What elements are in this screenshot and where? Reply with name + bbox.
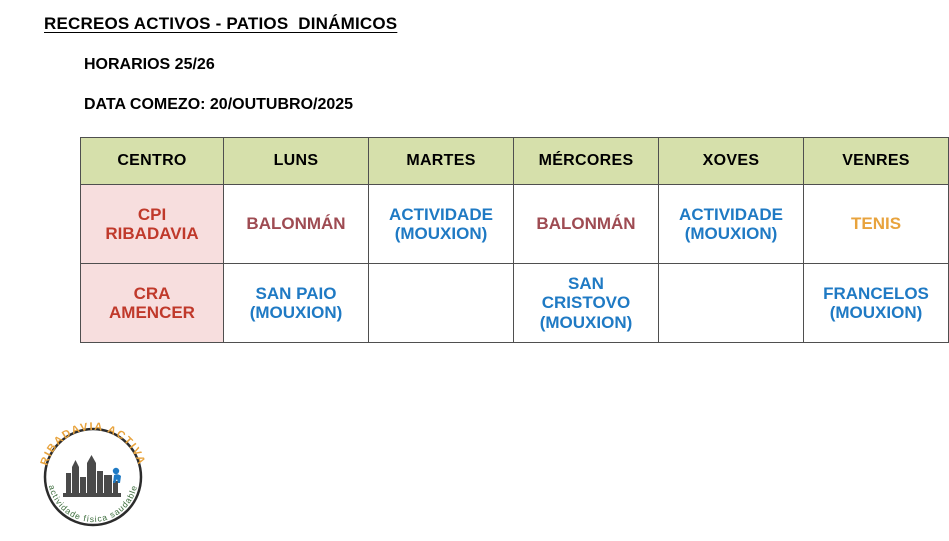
activity-cpi-venres: TENIS	[804, 185, 949, 264]
activity-cra-luns: SAN PAIO (MOUXION)	[224, 264, 369, 343]
table-row	[81, 264, 949, 343]
activity-cra-mercores: SAN CRISTOVO (MOUXION)	[514, 264, 659, 343]
table-header-row	[81, 138, 949, 185]
schedule-table	[80, 137, 949, 343]
svg-text:RIBADAVIA ACTIVA: RIBADAVIA ACTIVA	[38, 420, 148, 467]
activity-cpi-luns: BALONMÁN	[224, 185, 369, 264]
table-body	[81, 185, 949, 343]
column-header-centro: CENTRO	[81, 138, 224, 185]
column-header-luns: LUNS	[224, 138, 369, 185]
subtitle-horarios: HORARIOS 25/26	[84, 56, 215, 73]
activity-cpi-mercores: BALONMÁN	[514, 185, 659, 264]
table-row	[81, 185, 949, 264]
column-header-martes: MARTES	[369, 138, 514, 185]
column-header-venres: VENRES	[804, 138, 949, 185]
activity-cra-xoves	[659, 264, 804, 343]
column-header-mercores: MÉRCORES	[514, 138, 659, 185]
table-header	[81, 138, 949, 185]
subtitle-data-comezo: DATA COMEZO: 20/OUTUBRO/2025	[84, 96, 354, 113]
column-header-xoves: XOVES	[659, 138, 804, 185]
centro-cra-amencer: CRA AMENCER	[81, 264, 224, 343]
activity-cra-martes	[369, 264, 514, 343]
ribadavia-activa-logo	[30, 415, 156, 527]
activity-cpi-xoves: ACTIVIDADE (MOUXION)	[659, 185, 804, 264]
centro-cpi-ribadavia: CPI RIBADAVIA	[81, 185, 224, 264]
svg-text:actividade física saudable: actividade física saudable	[46, 483, 140, 525]
activity-cpi-martes: ACTIVIDADE (MOUXION)	[369, 185, 514, 264]
page-title: RECREOS ACTIVOS - PATIOS DINÁMICOS	[44, 14, 398, 33]
activity-cra-venres: FRANCELOS (MOUXION)	[804, 264, 949, 343]
